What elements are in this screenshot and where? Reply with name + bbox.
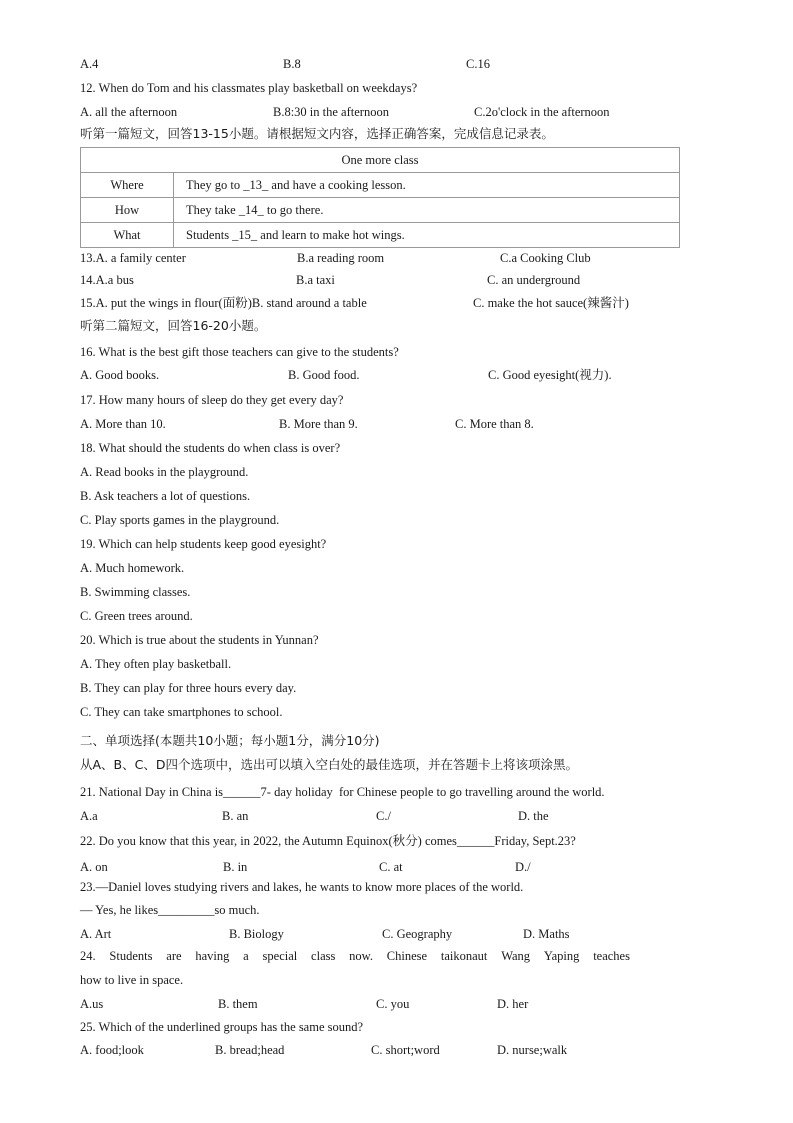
q21-option-a: A.a bbox=[80, 809, 98, 823]
q24-word: Chinese bbox=[386, 949, 428, 963]
q24-option-a: A.us bbox=[80, 997, 104, 1011]
table-key: What bbox=[81, 223, 174, 248]
q18-option-b: B. Ask teachers a lot of questions. bbox=[80, 489, 251, 503]
q21-option-b: B. an bbox=[222, 809, 249, 823]
q24-word: are bbox=[166, 949, 182, 963]
table-title: One more class bbox=[81, 148, 680, 173]
q11-option-a: A.4 bbox=[80, 57, 99, 71]
q19-option-b: B. Swimming classes. bbox=[80, 585, 191, 599]
q24-word: class bbox=[311, 949, 336, 963]
q11-option-b: B.8 bbox=[283, 57, 301, 71]
q13-option-c: C.a Cooking Club bbox=[500, 251, 591, 265]
passage1-instruction: 听第一篇短文，回答13-15小题。请根据短文内容，选择正确答案，完成信息记录表。 bbox=[80, 126, 554, 141]
table-row bbox=[81, 223, 680, 248]
q21-option-d: D. the bbox=[518, 809, 549, 823]
q24-word: Yaping bbox=[543, 949, 580, 963]
q16-option-b: B. Good food. bbox=[288, 368, 360, 382]
q25-question: 25. Which of the underlined groups has the same sound? bbox=[80, 1020, 364, 1034]
q23-option-c: C. Geography bbox=[382, 927, 453, 941]
q23-line1: 23.—Daniel loves studying rivers and lakes, he wants to know more places of the world. bbox=[80, 880, 524, 894]
q24-line2: how to live in space. bbox=[80, 973, 184, 987]
q12-option-b: B.8:30 in the afternoon bbox=[273, 105, 389, 119]
q17-option-a: A. More than 10. bbox=[80, 417, 166, 431]
q18-option-a: A. Read books in the playground. bbox=[80, 465, 249, 479]
section2-instruction: 从A、B、C、D四个选项中，选出可以填入空白处的最佳选项，并在答题卡上将该项涂黑。 bbox=[80, 757, 578, 772]
q20-option-c: C. They can take smartphones to school. bbox=[80, 705, 283, 719]
q15-option-ab: 15.A. put the wings in flour(面粉)B. stand around a table bbox=[80, 296, 367, 310]
q23-option-d: D. Maths bbox=[523, 927, 570, 941]
q24-word: teaches bbox=[593, 949, 630, 963]
table-row bbox=[81, 173, 680, 198]
q24-word: a bbox=[243, 949, 249, 963]
q23-option-a: A. Art bbox=[80, 927, 112, 941]
info-record-table bbox=[80, 147, 680, 248]
q16-option-c: C. Good eyesight(视力). bbox=[488, 368, 612, 382]
q23-option-b: B. Biology bbox=[229, 927, 284, 941]
q23-line2: — Yes, he likes_________so much. bbox=[80, 903, 260, 917]
passage2-instruction: 听第二篇短文，回答16-20小题。 bbox=[80, 318, 267, 333]
q16-option-a: A. Good books. bbox=[80, 368, 160, 382]
q22-question: 22. Do you know that this year, in 2022, the Autumn Equinox(秋分) comes______Friday, Sept.23? bbox=[80, 834, 576, 848]
q24-word: taikonaut bbox=[440, 949, 488, 963]
q12-option-a: A. all the afternoon bbox=[80, 105, 178, 119]
q24-word: now. bbox=[349, 949, 373, 963]
q19-option-a: A. Much homework. bbox=[80, 561, 185, 575]
q25-option-d: D. nurse;walk bbox=[497, 1043, 568, 1057]
table-value: They go to _13_ and have a cooking lesson. bbox=[174, 173, 680, 198]
q20-option-a: A. They often play basketball. bbox=[80, 657, 232, 671]
q14-option-c: C. an underground bbox=[487, 273, 581, 287]
q14-option-b: B.a taxi bbox=[296, 273, 335, 287]
q20-option-b: B. They can play for three hours every day. bbox=[80, 681, 297, 695]
q24-word: special bbox=[262, 949, 298, 963]
table-key: How bbox=[81, 198, 174, 223]
q16-question: 16. What is the best gift those teachers can give to the students? bbox=[80, 345, 399, 359]
q22-option-c: C. at bbox=[379, 860, 403, 874]
q17-option-b: B. More than 9. bbox=[279, 417, 358, 431]
q14-option-a: 14.A.a bus bbox=[80, 273, 134, 287]
q25-option-a: A. food;look bbox=[80, 1043, 144, 1057]
q24-option-c: C. you bbox=[376, 997, 410, 1011]
q24-line1 bbox=[80, 950, 630, 963]
q24-word: Wang bbox=[501, 949, 531, 963]
table-key: Where bbox=[81, 173, 174, 198]
q12-question: 12. When do Tom and his classmates play basketball on weekdays? bbox=[80, 81, 418, 95]
section2-heading: 二、单项选择(本题共10小题；每小题1分，满分10分) bbox=[80, 733, 380, 748]
q20-question: 20. Which is true about the students in Yunnan? bbox=[80, 633, 319, 647]
q13-option-a: 13.A. a family center bbox=[80, 251, 186, 265]
q17-option-c: C. More than 8. bbox=[455, 417, 534, 431]
q24-word: Students bbox=[109, 949, 153, 963]
q22-option-a: A. on bbox=[80, 860, 108, 874]
q22-option-b: B. in bbox=[223, 860, 248, 874]
q17-question: 17. How many hours of sleep do they get every day? bbox=[80, 393, 344, 407]
q21-question: 21. National Day in China is______7- day holiday for Chinese people to go travelling around the world. bbox=[80, 785, 605, 799]
q18-option-c: C. Play sports games in the playground. bbox=[80, 513, 280, 527]
q19-option-c: C. Green trees around. bbox=[80, 609, 193, 623]
q22-option-d: D./ bbox=[515, 860, 531, 874]
q18-question: 18. What should the students do when class is over? bbox=[80, 441, 341, 455]
q24-option-b: B. them bbox=[218, 997, 258, 1011]
q12-option-c: C.2o'clock in the afternoon bbox=[474, 105, 610, 119]
q15-option-c: C. make the hot sauce(辣酱汁) bbox=[473, 296, 629, 310]
q25-option-c: C. short;word bbox=[371, 1043, 440, 1057]
q13-option-b: B.a reading room bbox=[297, 251, 385, 265]
table-value: They take _14_ to go there. bbox=[174, 198, 680, 223]
q19-question: 19. Which can help students keep good eyesight? bbox=[80, 537, 327, 551]
q11-option-c: C.16 bbox=[466, 57, 490, 71]
table-value: Students _15_ and learn to make hot wings. bbox=[174, 223, 680, 248]
q24-word: having bbox=[195, 949, 230, 963]
table-row bbox=[81, 198, 680, 223]
q25-option-b: B. bread;head bbox=[215, 1043, 285, 1057]
q24-option-d: D. her bbox=[497, 997, 529, 1011]
q21-option-c: C./ bbox=[376, 809, 391, 823]
q24-word: 24. bbox=[80, 949, 96, 963]
